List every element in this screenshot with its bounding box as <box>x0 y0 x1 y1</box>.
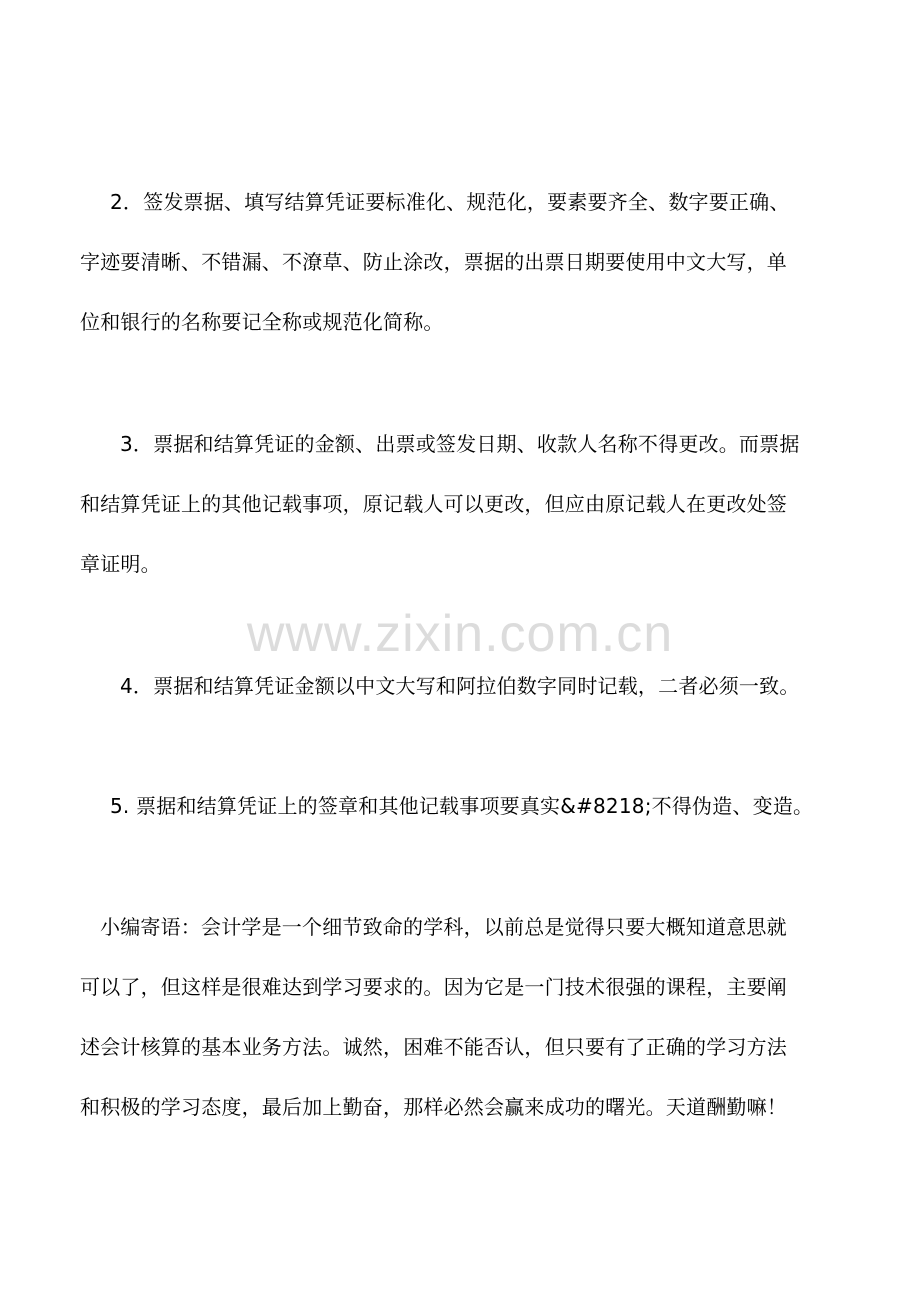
editor-note-line-1: 小编寄语：会计学是一个细节致命的学科，以前总是觉得只要大概知道意思就 <box>100 915 787 939</box>
paragraph-4-line-1: 4．票据和结算凭证金额以中文大写和阿拉伯数字同时记载，二者必须一致。 <box>120 674 800 698</box>
paragraph-2-line-2: 字迹要清晰、不错漏、不潦草、防止涂改，票据的出票日期要使用中文大写，单 <box>80 250 787 274</box>
editor-note-line-4: 和积极的学习态度，最后加上勤奋，那样必然会赢来成功的曙光。天道酬勤嘛！ <box>80 1095 787 1119</box>
paragraph-3-line-3: 章证明。 <box>80 552 161 576</box>
paragraph-2-line-1: 2．签发票据、填写结算凭证要标准化、规范化，要素要齐全、数字要正确、 <box>110 190 790 214</box>
paragraph-5-line-1: 5. 票据和结算凭证上的签章和其他记载事项要真实&#8218;不得伪造、变造。 <box>110 794 814 818</box>
paragraph-2-line-3: 位和银行的名称要记全称或规范化简称。 <box>80 310 444 334</box>
paragraph-3-line-1: 3．票据和结算凭证的金额、出票或签发日期、收款人名称不得更改。而票据 <box>120 432 800 456</box>
paragraph-3-line-2: 和结算凭证上的其他记载事项，原记载人可以更改，但应由原记载人在更改处签 <box>80 492 787 516</box>
editor-note-line-2: 可以了，但这样是很难达到学习要求的。因为它是一门技术很强的课程，主要阐 <box>80 975 787 999</box>
watermark: www.zixin.com.cn <box>246 605 674 663</box>
editor-note-line-3: 述会计核算的基本业务方法。诚然，困难不能否认，但只要有了正确的学习方法 <box>80 1035 787 1059</box>
